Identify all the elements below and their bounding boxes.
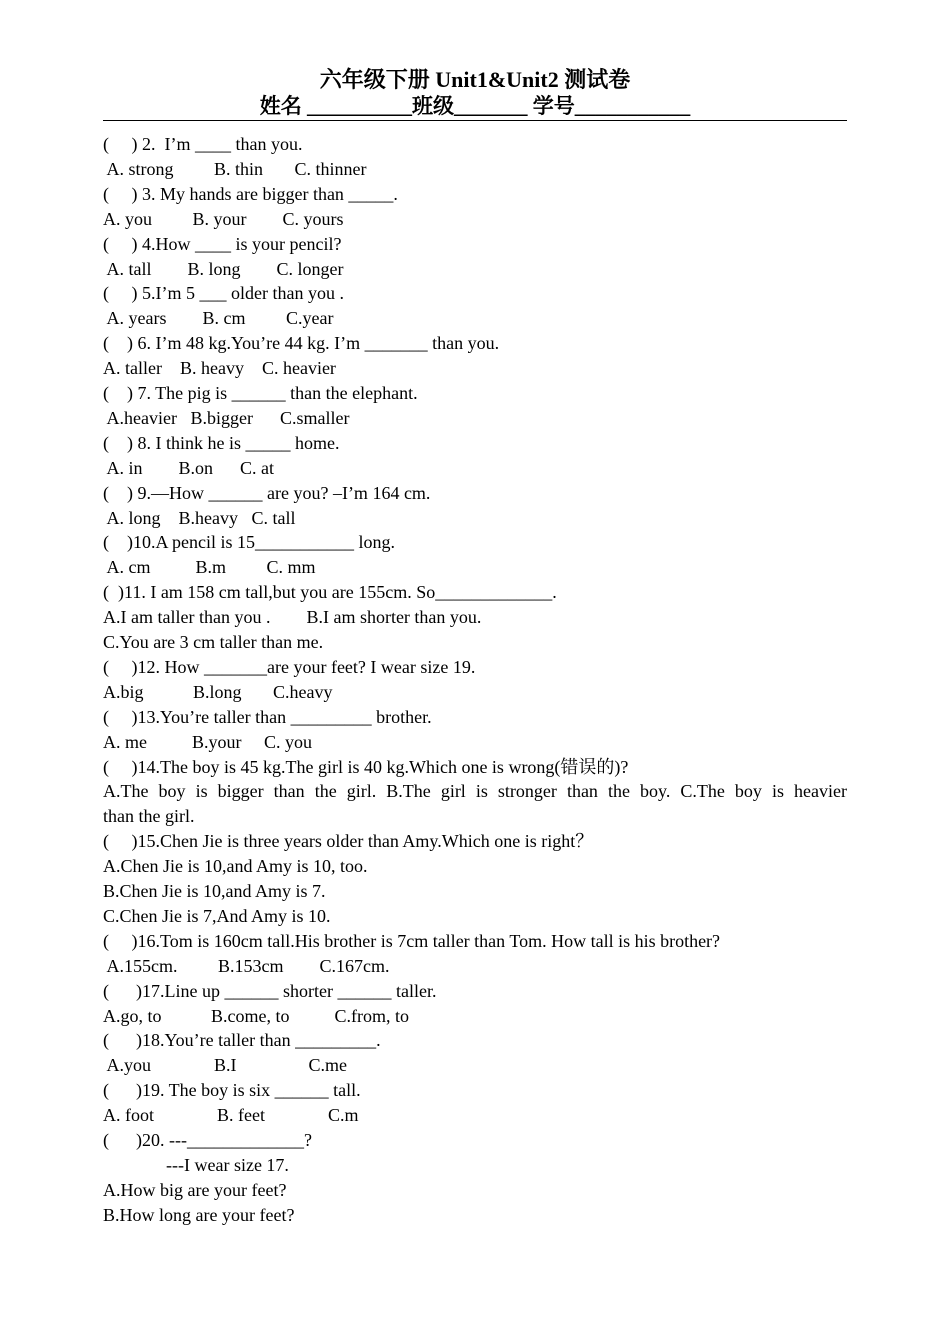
text-line: A. taller B. heavy C. heavier <box>103 358 336 379</box>
text-line: ( ) 7. The pig is ______ than the elephant. <box>103 383 418 403</box>
text-line: ( )18.You’re taller than _________. <box>103 1030 381 1051</box>
text-line: ( )15.Chen Jie is three years older than Amy.Which one is right？ <box>103 831 594 852</box>
text-line: ( )16.Tom is 160cm tall.His brother is 7cm taller than Tom. How tall is his brother? <box>103 930 721 951</box>
text-line: ( )10.A pencil is 15___________ long. <box>103 532 395 553</box>
text-line: A. tall B. long C. longer <box>103 258 344 279</box>
text-line: A.big B.long C.heavy <box>103 681 333 702</box>
header-rule <box>103 120 847 121</box>
text-line: A. long B.heavy C. tall <box>103 507 296 528</box>
text-line: A.I am taller than you . B.I am shorter than you. <box>103 607 482 628</box>
text-line: ( )13.You’re taller than _________ brother. <box>103 706 432 727</box>
text-line: C.You are 3 cm taller than me. <box>103 632 324 652</box>
text-line: A.you B.I C.me <box>103 1055 348 1076</box>
text-line: ---I wear size 17. <box>103 1154 289 1175</box>
text-line: ( )20. ---_____________? <box>103 1130 312 1150</box>
text-line: B.How long are your feet? <box>103 1204 295 1225</box>
text-line: ( ) 9.—How ______ are you? –I’m 164 cm. <box>103 482 431 503</box>
text-line: B.Chen Jie is 10,and Amy is 7. <box>103 881 326 901</box>
text-line: A.Chen Jie is 10,and Amy is 10, too. <box>103 856 368 877</box>
text-line: C.Chen Jie is 7,And Amy is 10. <box>103 905 331 926</box>
text-line: A. you B. your C. yours <box>103 208 344 229</box>
text-line: A. strong B. thin C. thinner <box>103 158 367 179</box>
text-line: ( ) 5.I’m 5 ___ older than you . <box>103 283 344 304</box>
text-line: ( )11. I am 158 cm tall,but you are 155cm. So_____________. <box>103 582 557 603</box>
text-line: A.The boy is bigger than the girl. B.The girl is stronger than the boy. C.The boy is heavier <box>103 781 847 802</box>
text-line: ( ) 8. I think he is _____ home. <box>103 432 340 453</box>
text-line: ( )19. The boy is six ______ tall. <box>103 1080 361 1101</box>
text-line: A. cm B.m C. mm <box>103 557 316 578</box>
text-line: A.155cm. B.153cm C.167cm. <box>103 955 390 976</box>
text-line: A. foot B. feet C.m <box>103 1105 359 1126</box>
text-line: ( ) 4.How ____ is your pencil? <box>103 233 342 254</box>
text-line: A.heavier B.bigger C.smaller <box>103 407 350 428</box>
text-line: ( )12. How _______are your feet? I wear size 19. <box>103 656 476 677</box>
text-line: A.How big are your feet? <box>103 1179 287 1200</box>
text-line: A.go, to B.come, to C.from, to <box>103 1005 409 1026</box>
student-info-line: 姓名 __________班级_______ 学号___________ <box>259 94 691 118</box>
text-line: ( ) 2. I’m ____ than you. <box>103 134 303 154</box>
text-line: ( ) 3. My hands are bigger than _____. <box>103 183 398 204</box>
text-line: ( ) 6. I’m 48 kg.You’re 44 kg. I’m _______ than you. <box>103 333 500 354</box>
text-line: A. years B. cm C.year <box>103 308 334 329</box>
text-line: ( )17.Line up ______ shorter ______ taller. <box>103 980 437 1001</box>
text-line: A. me B.your C. you <box>103 731 312 752</box>
text-line: A. in B.on C. at <box>103 457 275 478</box>
text-line: ( )14.The boy is 45 kg.The girl is 40 kg.Which one is wrong(错误的)? <box>103 756 629 777</box>
text-line: than the girl. <box>103 806 195 827</box>
page-title: 六年级下册 Unit1&Unit2 测试卷 <box>319 67 631 92</box>
